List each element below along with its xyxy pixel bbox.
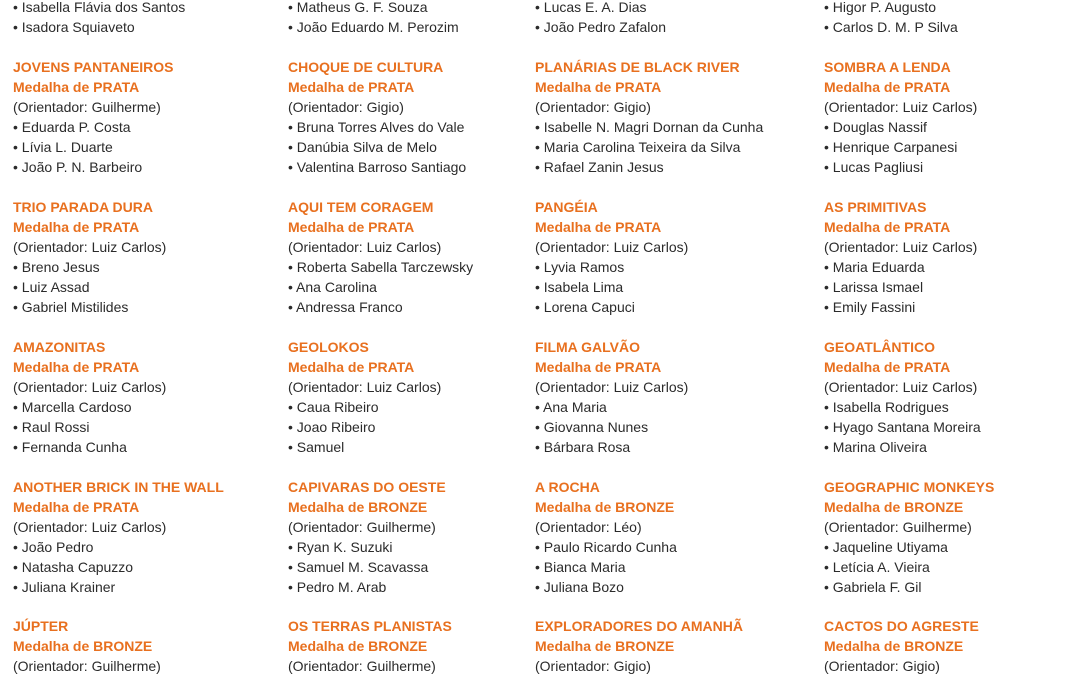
member-name: • Danúbia Silva de Melo [288, 137, 466, 157]
team-block [13, 616, 161, 676]
member-name: • Samuel [288, 437, 441, 457]
advisor-label: (Orientador: Guilherme) [288, 519, 436, 535]
team-block [824, 57, 977, 177]
team-name: AQUI TEM CORAGEM [288, 199, 434, 215]
member-name: • Juliana Krainer [13, 577, 224, 597]
team-block [535, 57, 763, 177]
team-block [13, 337, 166, 457]
advisor-label: (Orientador: Guilherme) [13, 658, 161, 674]
advisor-label: (Orientador: Luiz Carlos) [824, 99, 978, 115]
column-4 [824, 0, 1074, 675]
member-name: • Raul Rossi [13, 417, 166, 437]
member-name: • Joao Ribeiro [288, 417, 441, 437]
member-name: • Samuel M. Scavassa [288, 557, 446, 577]
team-block [13, 197, 166, 317]
member-name: • Andressa Franco [288, 297, 473, 317]
member-name: • Bianca Maria [535, 557, 677, 577]
member-name: • Isabella Flávia dos Santos [13, 0, 185, 17]
team-block [288, 616, 452, 676]
medal-label: Medalha de PRATA [824, 219, 951, 235]
member-name: • Ana Carolina [288, 277, 473, 297]
medal-label: Medalha de BRONZE [535, 638, 675, 654]
team-name: JOVENS PANTANEIROS [13, 59, 174, 75]
team-name: A ROCHA [535, 479, 600, 495]
advisor-label: (Orientador: Guilherme) [824, 519, 972, 535]
continued-member-list [535, 0, 666, 37]
member-name: • Lucas Pagliusi [824, 157, 977, 177]
member-name: • João Pedro Zafalon [535, 17, 666, 37]
team-block [288, 197, 473, 317]
member-name: • Breno Jesus [13, 257, 166, 277]
team-name: CHOQUE DE CULTURA [288, 59, 444, 75]
team-block [535, 337, 688, 457]
member-name: • Isabela Lima [535, 277, 688, 297]
team-block [535, 616, 743, 676]
medal-label: Medalha de PRATA [13, 79, 140, 95]
team-name: CAPIVARAS DO OESTE [288, 479, 446, 495]
member-name: • Lorena Capuci [535, 297, 688, 317]
medal-label: Medalha de PRATA [13, 359, 140, 375]
member-name: • Higor P. Augusto [824, 0, 958, 17]
team-block [13, 57, 174, 177]
medal-label: Medalha de BRONZE [535, 499, 675, 515]
advisor-label: (Orientador: Luiz Carlos) [824, 239, 978, 255]
member-name: • Marcella Cardoso [13, 397, 166, 417]
medal-label: Medalha de BRONZE [824, 638, 964, 654]
member-name: • Natasha Capuzzo [13, 557, 224, 577]
member-name: • Ana Maria [535, 397, 688, 417]
medal-label: Medalha de PRATA [535, 359, 662, 375]
member-name: • Gabriela F. Gil [824, 577, 994, 597]
team-name: PLANÁRIAS DE BLACK RIVER [535, 59, 740, 75]
member-name: • Bruna Torres Alves do Vale [288, 117, 466, 137]
medal-label: Medalha de BRONZE [288, 499, 428, 515]
advisor-label: (Orientador: Luiz Carlos) [824, 379, 978, 395]
medal-label: Medalha de BRONZE [824, 499, 964, 515]
member-name: • Bárbara Rosa [535, 437, 688, 457]
medal-label: Medalha de PRATA [288, 79, 415, 95]
member-name: • Larissa Ismael [824, 277, 977, 297]
member-name: • Lucas E. A. Dias [535, 0, 666, 17]
advisor-label: (Orientador: Luiz Carlos) [288, 379, 442, 395]
member-name: • Carlos D. M. P Silva [824, 17, 958, 37]
advisor-label: (Orientador: Gigio) [535, 658, 651, 674]
member-name: • Fernanda Cunha [13, 437, 166, 457]
team-block [288, 337, 441, 457]
medal-label: Medalha de PRATA [288, 359, 415, 375]
member-name: • Jaqueline Utiyama [824, 537, 994, 557]
continued-member-list [288, 0, 459, 37]
continued-member-list [13, 0, 185, 37]
member-name: • Lívia L. Duarte [13, 137, 174, 157]
medal-label: Medalha de BRONZE [13, 638, 153, 654]
team-name: PANGÉIA [535, 199, 598, 215]
advisor-label: (Orientador: Guilherme) [13, 99, 161, 115]
team-name: JÚPTER [13, 618, 69, 634]
member-name: • Juliana Bozo [535, 577, 677, 597]
member-name: • Maria Eduarda [824, 257, 977, 277]
member-name: • João Eduardo M. Perozim [288, 17, 459, 37]
team-block [535, 197, 688, 317]
team-block [288, 57, 466, 177]
team-name: CACTOS DO AGRESTE [824, 618, 979, 634]
medal-label: Medalha de PRATA [824, 79, 951, 95]
advisor-label: (Orientador: Léo) [535, 519, 642, 535]
member-name: • Isabelle N. Magri Dornan da Cunha [535, 117, 763, 137]
advisor-label: (Orientador: Gigio) [288, 99, 404, 115]
member-name: • João P. N. Barbeiro [13, 157, 174, 177]
member-name: • Maria Carolina Teixeira da Silva [535, 137, 763, 157]
medal-label: Medalha de PRATA [288, 219, 415, 235]
member-name: • Matheus G. F. Souza [288, 0, 459, 17]
member-name: • Lyvia Ramos [535, 257, 688, 277]
advisor-label: (Orientador: Luiz Carlos) [288, 239, 442, 255]
advisor-label: (Orientador: Luiz Carlos) [13, 519, 167, 535]
medal-label: Medalha de PRATA [13, 499, 140, 515]
member-name: • Isadora Squiaveto [13, 17, 185, 37]
member-name: • Caua Ribeiro [288, 397, 441, 417]
medal-label: Medalha de PRATA [535, 79, 662, 95]
team-name: ANOTHER BRICK IN THE WALL [13, 479, 224, 495]
team-name: FILMA GALVÃO [535, 339, 640, 355]
team-name: AMAZONITAS [13, 339, 106, 355]
advisor-label: (Orientador: Luiz Carlos) [13, 239, 167, 255]
team-name: GEOGRAPHIC MONKEYS [824, 479, 995, 495]
advisor-label: (Orientador: Gigio) [535, 99, 651, 115]
team-name: TRIO PARADA DURA [13, 199, 153, 215]
medal-label: Medalha de PRATA [824, 359, 951, 375]
member-name: • Hyago Santana Moreira [824, 417, 981, 437]
team-name: GEOATLÂNTICO [824, 339, 935, 355]
column-1 [13, 0, 288, 675]
member-name: • Paulo Ricardo Cunha [535, 537, 677, 557]
medal-label: Medalha de PRATA [13, 219, 140, 235]
member-name: • Letícia A. Vieira [824, 557, 994, 577]
team-name: OS TERRAS PLANISTAS [288, 618, 452, 634]
member-name: • Eduarda P. Costa [13, 117, 174, 137]
team-block [13, 477, 224, 597]
member-name: • Ryan K. Suzuki [288, 537, 446, 557]
member-name: • Gabriel Mistilides [13, 297, 166, 317]
member-name: • Emily Fassini [824, 297, 977, 317]
team-name: GEOLOKOS [288, 339, 369, 355]
advisor-label: (Orientador: Luiz Carlos) [535, 239, 689, 255]
advisor-label: (Orientador: Gigio) [824, 658, 940, 674]
member-name: • Henrique Carpanesi [824, 137, 977, 157]
advisor-label: (Orientador: Luiz Carlos) [535, 379, 689, 395]
column-2 [288, 0, 535, 675]
team-name: AS PRIMITIVAS [824, 199, 927, 215]
team-name: SOMBRA A LENDA [824, 59, 951, 75]
advisor-label: (Orientador: Guilherme) [288, 658, 436, 674]
member-name: • Rafael Zanin Jesus [535, 157, 763, 177]
member-name: • Luiz Assad [13, 277, 166, 297]
member-name: • Giovanna Nunes [535, 417, 688, 437]
team-block [824, 477, 994, 597]
team-block [824, 616, 979, 676]
team-block [288, 477, 446, 597]
member-name: • Pedro M. Arab [288, 577, 446, 597]
team-block [535, 477, 677, 597]
member-name: • Isabella Rodrigues [824, 397, 981, 417]
team-block [824, 197, 977, 317]
continued-member-list [824, 0, 958, 37]
team-name: EXPLORADORES DO AMANHÃ [535, 618, 743, 634]
team-block [824, 337, 981, 457]
medal-label: Medalha de BRONZE [288, 638, 428, 654]
column-3 [535, 0, 824, 675]
advisor-label: (Orientador: Luiz Carlos) [13, 379, 167, 395]
member-name: • João Pedro [13, 537, 224, 557]
medal-label: Medalha de PRATA [535, 219, 662, 235]
member-name: • Valentina Barroso Santiago [288, 157, 466, 177]
member-name: • Roberta Sabella Tarczewsky [288, 257, 473, 277]
member-name: • Marina Oliveira [824, 437, 981, 457]
member-name: • Douglas Nassif [824, 117, 977, 137]
